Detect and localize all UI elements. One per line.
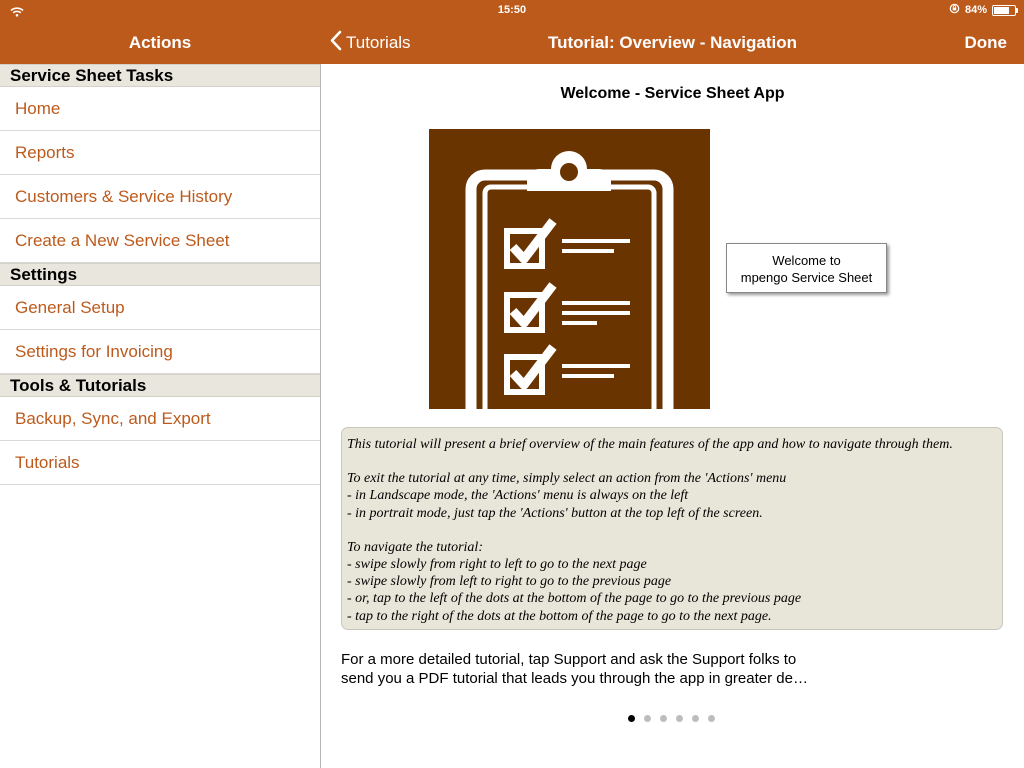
tutorial-paragraph — [347, 436, 997, 453]
page-dot[interactable] — [628, 715, 635, 722]
clipboard-checklist-icon — [429, 129, 710, 409]
support-note-line-1: For a more detailed tutorial, tap Support and ask the Support folks to — [341, 651, 797, 668]
back-button-label: Tutorials — [346, 33, 411, 52]
page-dot[interactable] — [692, 715, 699, 722]
page-dot[interactable] — [676, 715, 683, 722]
top-bar — [0, 0, 1024, 64]
page-title: Tutorial: Overview - Navigation — [547, 33, 798, 52]
tutorial-line: - in Landscape mode, the 'Actions' menu is always on the left — [347, 488, 689, 504]
battery-icon — [992, 5, 1016, 16]
sidebar-item-invoicing-settings[interactable]: Settings for Invoicing — [0, 330, 320, 374]
page-indicator[interactable] — [628, 715, 715, 722]
sidebar-item-create-service-sheet[interactable]: Create a New Service Sheet — [0, 219, 320, 263]
sidebar-title: Actions — [128, 33, 192, 52]
tutorial-line: - in portrait mode, just tap the 'Actions' button at the top left of the screen. — [347, 505, 763, 521]
tutorial-line: - swipe slowly from left to right to go to the previous page — [347, 574, 672, 590]
detail-nav-bar — [321, 20, 1024, 64]
sidebar-item-reports[interactable]: Reports — [0, 131, 320, 175]
orientation-lock-icon — [949, 3, 960, 17]
page-dot[interactable] — [660, 715, 667, 722]
tutorial-line: - swipe slowly from right to left to go to the next page — [347, 557, 647, 573]
tutorial-line: To exit the tutorial at any time, simply select an action from the 'Actions' menu — [347, 471, 787, 487]
support-note — [341, 650, 881, 688]
tutorial-line: - or, tap to the left of the dots at the bottom of the page to go to the previous page — [347, 591, 802, 607]
tutorial-paragraph — [347, 539, 997, 625]
callout-line-2: mpengo Service Sheet — [740, 270, 873, 285]
welcome-callout — [726, 243, 887, 293]
status-bar — [0, 0, 1024, 20]
sidebar-item-general-setup[interactable]: General Setup — [0, 286, 320, 330]
status-time: 15:50 — [497, 4, 527, 16]
support-note-line-2: send you a PDF tutorial that leads you through the app in greater de… — [341, 670, 808, 687]
sidebar-nav-bar — [0, 20, 320, 64]
section-header-service-sheet-tasks: Service Sheet Tasks — [0, 64, 320, 87]
sidebar-item-customers[interactable]: Customers & Service History — [0, 175, 320, 219]
sidebar-item-backup-sync-export[interactable]: Backup, Sync, and Export — [0, 397, 320, 441]
tutorial-line: - tap to the right of the dots at the bottom of the page to go to the next page. — [347, 608, 772, 624]
actions-sidebar — [0, 64, 321, 768]
tutorial-paragraph — [347, 470, 997, 522]
sidebar-item-home[interactable]: Home — [0, 87, 320, 131]
callout-line-1: Welcome to — [772, 253, 841, 268]
page-dot[interactable] — [708, 715, 715, 722]
section-header-tools-tutorials: Tools & Tutorials — [0, 374, 320, 397]
tutorial-page[interactable] — [321, 64, 1024, 768]
page-dot[interactable] — [644, 715, 651, 722]
battery-percent: 84% — [964, 4, 987, 16]
section-header-settings: Settings — [0, 263, 320, 286]
tutorial-line: To navigate the tutorial: — [347, 539, 483, 555]
tutorial-instructions — [341, 427, 1003, 630]
welcome-heading: Welcome - Service Sheet App — [560, 85, 785, 102]
done-button[interactable]: Done — [964, 33, 1007, 52]
tutorial-line: This tutorial will present a brief overview of the main features of the app and how to navigate through them. — [347, 437, 953, 452]
sidebar-item-tutorials[interactable]: Tutorials — [0, 441, 320, 485]
